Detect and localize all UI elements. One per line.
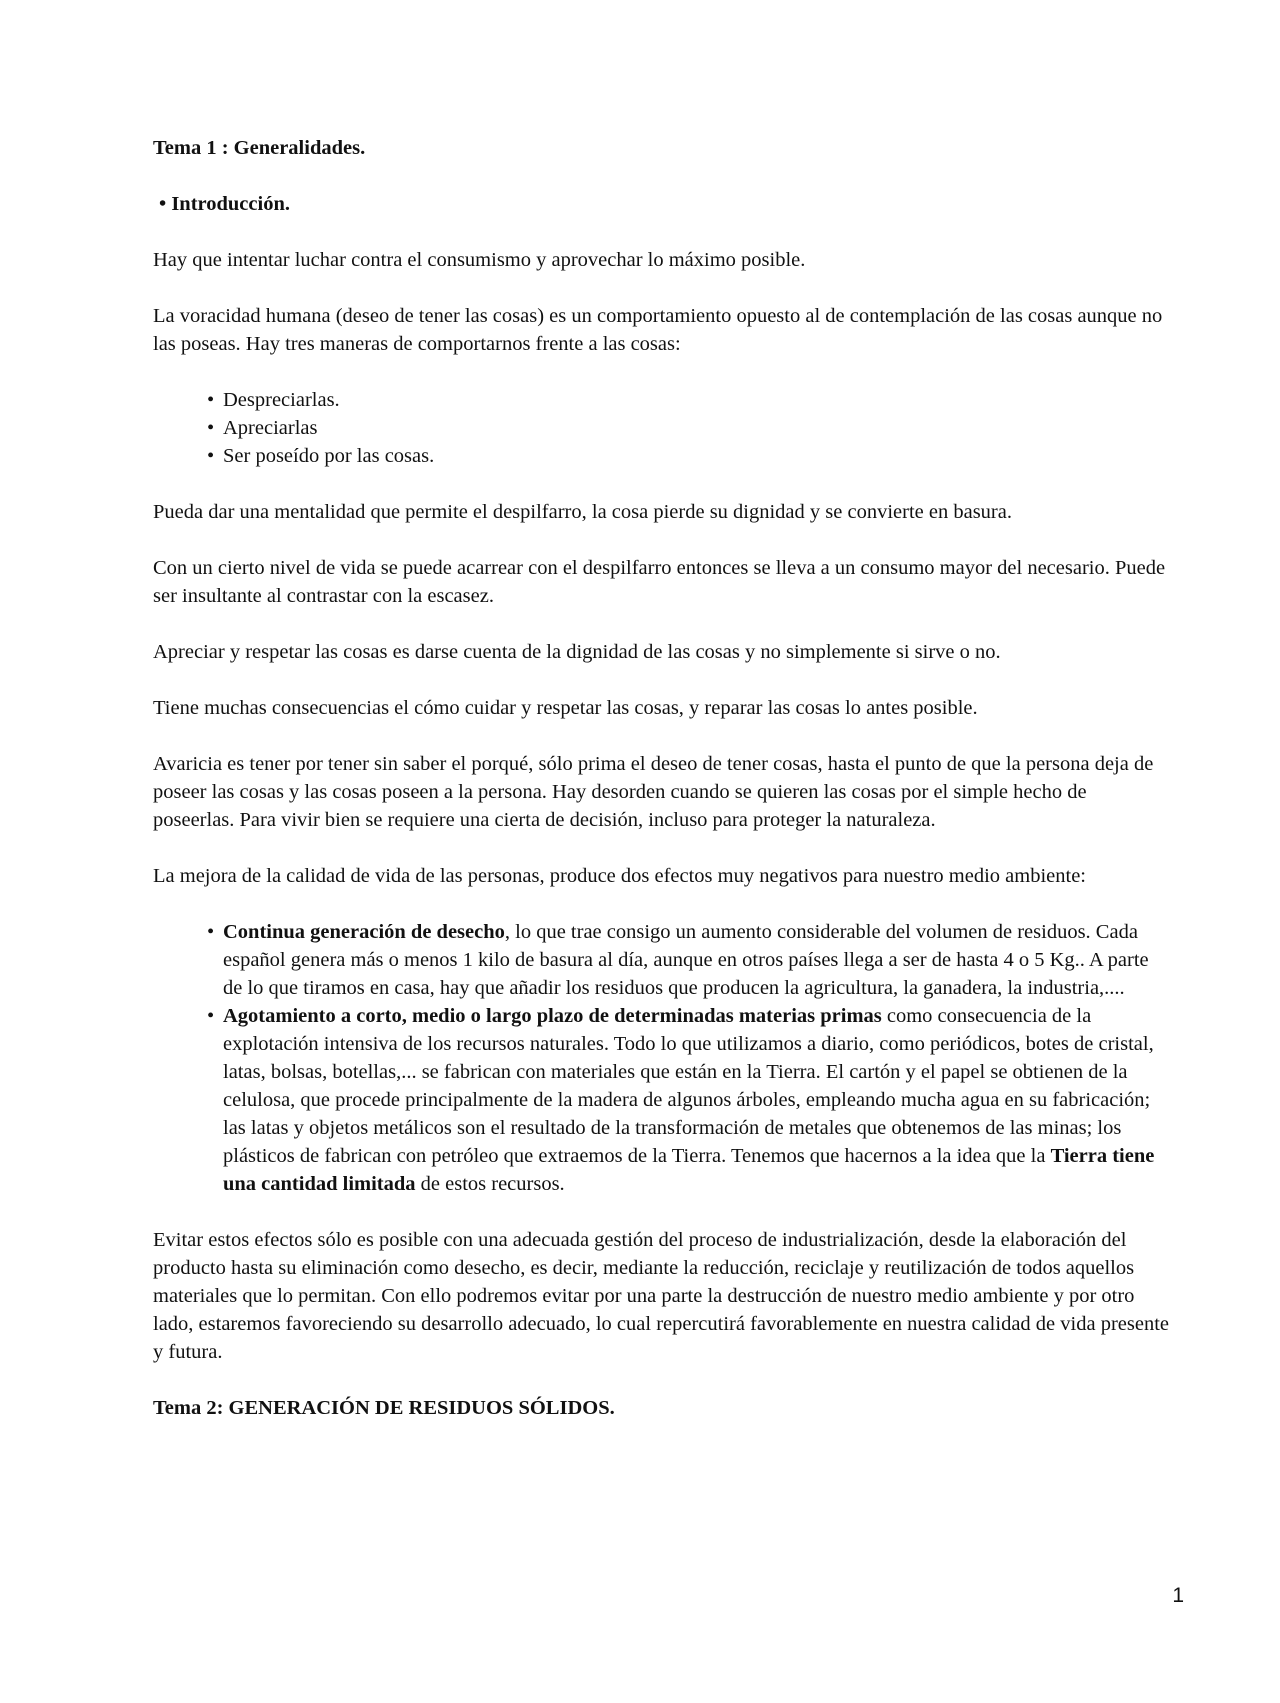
bullet-icon: • (207, 389, 215, 411)
paragraph-9: Evitar estos efectos sólo es posible con una adecuada gestión del proceso de industrialización, desde la elaboración del producto hasta su eliminación como desecho, es decir, mediante la reducción, reciclaje y reutilización de todos aquellos materiales que lo permitan. Con ello podremos evitar por una parte la destrucción de nuestro medio ambiente y por otro lado, estaremos favoreciendo su desarrollo adecuado, lo cual repercutirá favorablemente en nuestra calidad de vida presente y futura. (153, 1229, 1169, 1363)
effects-list (153, 918, 1173, 1198)
list-item: • Ser poseído por las cosas. (207, 442, 1173, 470)
paragraph-3: Pueda dar una mentalidad que permite el despilfarro, la cosa pierde su dignidad y se convierte en basura. (153, 501, 1012, 523)
paragraph-4: Con un cierto nivel de vida se puede acarrear con el despilfarro entonces se lleva a un consumo mayor del necesario. Puede ser insultante al contrastar con la escasez. (153, 557, 1166, 607)
paragraph-1: Hay que intentar luchar contra el consumismo y aprovechar lo máximo posible. (153, 249, 806, 271)
ways-list (153, 386, 1173, 470)
list-item: • Continua generación de desecho, lo que trae consigo un aumento considerable del volumen de residuos. Cada español genera más o menos 1 kilo de basura al día, aunque en otros países llega a ser de hasta 4 o 5 Kg.. A parte de lo que tiramos en casa, hay que añadir los residuos que producen la agricultura, la ganadera, la industria,.... (207, 918, 1173, 1002)
paragraph-7: Avaricia es tener por tener sin saber el porqué, sólo prima el deseo de tener cosas, hasta el punto de que la persona deja de poseer las cosas y las cosas poseen a la persona. Hay desorden cuando se quieren las cosas por el simple hecho de poseerlas. Para vivir bien se requiere una cierta de decisión, incluso para proteger la naturaleza. (153, 753, 1154, 831)
subsection-title-text: Introducción. (171, 193, 290, 215)
section-title: Tema 1 : Generalidades. (153, 137, 366, 159)
bullet-icon: • (159, 193, 167, 215)
list-item: • Apreciarlas (207, 414, 1173, 442)
bullet-icon: • (207, 921, 215, 943)
section-title-2: Tema 2: GENERACIÓN DE RESIDUOS SÓLIDOS. (153, 1397, 615, 1419)
paragraph-2: La voracidad humana (deseo de tener las cosas) es un comportamiento opuesto al de contemplación de las cosas aunque no las poseas. Hay tres maneras de comportarnos frente a las cosas: (153, 305, 1163, 355)
list-item: • Despreciarlas. (207, 386, 1173, 414)
list-item: • Agotamiento a corto, medio o largo plazo de determinadas materias primas como consecuencia de la explotación intensiva de los recursos naturales. Todo lo que utilizamos a diario, como periódicos, botes de cristal, latas, bolsas, botellas,... se fabrican con materiales que están en la Tierra. El cartón y el papel se obtienen de la celulosa, que procede principalmente de la madera de algunos árboles, empleando mucha agua en su fabricación; las latas y objetos metálicos son el resultado de la transformación de metales que obtenemos de las minas; los plásticos de fabrican con petróleo que extraemos de la Tierra. Tenemos que hacernos a la idea que la Tierra tiene una cantidad limitada de estos recursos. (207, 1002, 1173, 1198)
page-number: 1 (1172, 1584, 1184, 1607)
bullet-icon: • (207, 445, 215, 467)
paragraph-6: Tiene muchas consecuencias el cómo cuidar y respetar las cosas, y reparar las cosas lo antes posible. (153, 697, 978, 719)
document-page (153, 134, 1173, 1422)
paragraph-5: Apreciar y respetar las cosas es darse cuenta de la dignidad de las cosas y no simplemente si sirve o no. (153, 641, 1001, 663)
bullet-icon: • (207, 1005, 215, 1027)
paragraph-8: La mejora de la calidad de vida de las personas, produce dos efectos muy negativos para nuestro medio ambiente: (153, 865, 1086, 887)
subsection-title (159, 190, 1173, 218)
bullet-icon: • (207, 417, 215, 439)
